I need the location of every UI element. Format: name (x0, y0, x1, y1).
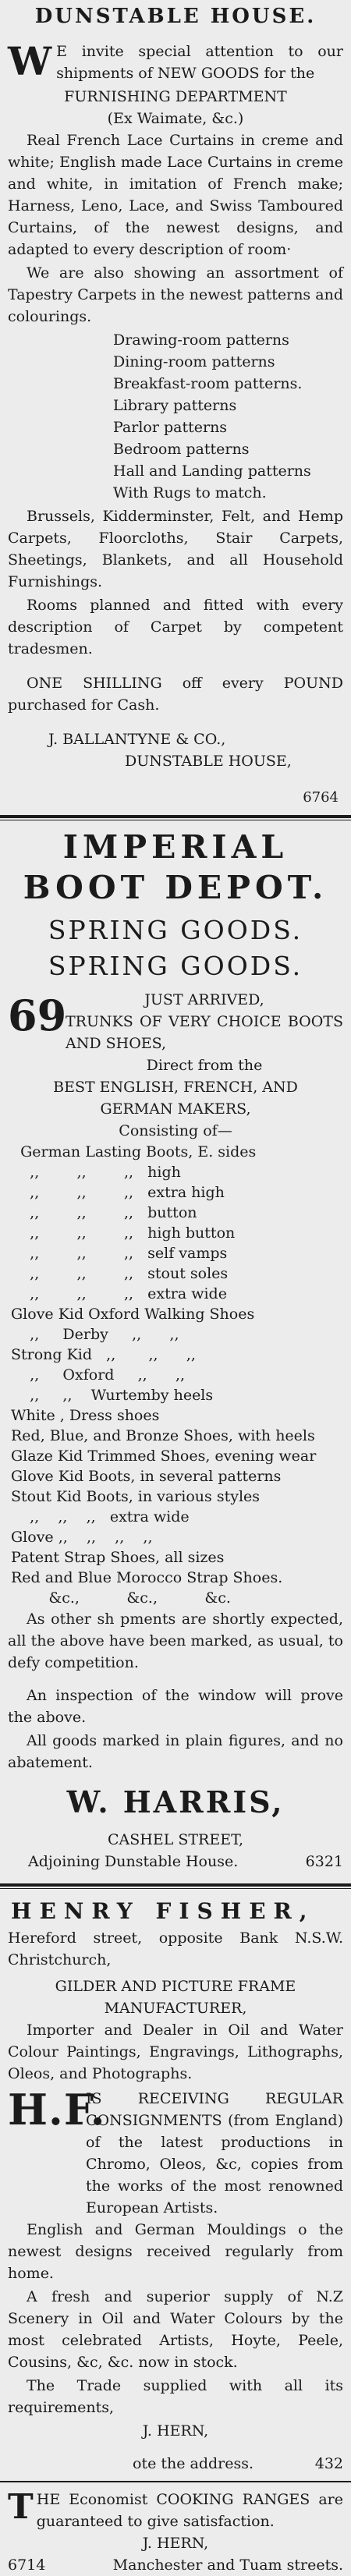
arrival-text (66, 989, 343, 1076)
list-item: Patent Strap Shoes, all sizes (11, 1549, 225, 1566)
inspection-paragraph: An inspection of the window will prove the above. (8, 1687, 343, 1726)
list-item: ,, Derby ,, ,, (11, 1326, 179, 1343)
scenery-paragraph: A fresh and superior supply of N.Z Scenery in Oil and Water Colours by the most celebrated Artists, Hoyte, Peele, Cousins, &c, &c. now in stock. (8, 2288, 343, 2371)
address-note: ote the address. (133, 2455, 254, 2472)
merchant-name: HENRY FISHER, (11, 1898, 315, 1924)
reference-number: 6764 (303, 789, 339, 806)
list-item: Dining-room patterns (113, 353, 275, 370)
consisting-of: Consisting of— (119, 1122, 232, 1139)
henry-fisher-advert (8, 1898, 343, 2475)
cash-discount-paragraph: ONE SHILLING off every POUND purchased for Cash. (8, 675, 343, 714)
furnishings-paragraph: Brussels, Kidderminster, Felt, and Hemp Carpets, Floorcloths, Stair Carpets, Sheetings, Blankets, and all Household Furnishings. (8, 508, 343, 590)
section-divider (0, 815, 351, 820)
pattern-list (113, 329, 343, 504)
list-item: Red and Blue Morocco Strap Shoes. (11, 1569, 283, 1586)
spring-goods-heading: SPRING GOODS. (48, 951, 303, 981)
consignments-block (8, 2085, 343, 2219)
section-divider (0, 1883, 351, 1889)
list-item: Glove Kid Boots, in several patterns (11, 1468, 282, 1485)
list-item: ,, ,, ,, extra wide (11, 1508, 190, 1525)
depot-title-line1: IMPERIAL (62, 828, 289, 866)
list-item: Parlor patterns (113, 419, 228, 436)
list-item: With Rugs to match. (113, 484, 267, 501)
list-item: ,, ,, ,, self vamps (11, 1245, 228, 1262)
list-item: ,, ,, Wurtemby heels (11, 1387, 214, 1404)
mouldings-paragraph: English and German Mouldings o the newest designs received regularly from home. (8, 2221, 343, 2282)
depot-title-line2: BOOT DEPOT. (23, 869, 328, 906)
imperial-boot-depot-advert (8, 827, 343, 1873)
consignments-text: IS RECEIVING REGULAR CONSIGNMENTS (from England) of the latest productions in Chromo, Oleos, &c, copies from the works of the most renowned European Artists. (86, 2090, 343, 2216)
list-item: ,, ,, ,, stout soles (11, 1265, 229, 1282)
list-item: ,, ,, ,, extra high (11, 1184, 225, 1201)
list-item: Breakfast-room patterns. (113, 375, 303, 392)
makers-line2: GERMAN MAKERS, (100, 1100, 251, 1118)
list-item: Library patterns (113, 397, 237, 414)
cooking-text: HE Economist COOKING RANGES are guaranteed to give satisfaction. (36, 2491, 343, 2530)
footer-row (8, 2554, 343, 2576)
curtains-paragraph: Real French Lace Curtains in creme and white; English made Lace Curtains in creme and white, in imitation of French make; Harness, Leno, Lace, and Swiss Tamboured Curtains, of the newest designs, and adapted to every description of room· (8, 132, 343, 258)
trunk-count: 69 (8, 990, 67, 1040)
note-row (8, 2453, 343, 2475)
list-item: Glove Kid Oxford Walking Shoes (11, 1306, 255, 1323)
address-text: Manchester and Tuam streets. (112, 2557, 343, 2574)
adjoining-text: Adjoining Dunstable House. (28, 1853, 239, 1870)
list-item: ,, Oxford ,, ,, (11, 1366, 186, 1384)
trade-line1: GILDER AND PICTURE FRAME (55, 1978, 296, 1995)
reference-number: 6321 (305, 1853, 343, 1870)
newspaper-column (0, 5, 351, 2574)
department-heading: FURNISHING DEPARTMENT (64, 88, 287, 105)
list-item: Red, Blue, and Bronze Shoes, with heels (11, 1427, 315, 1444)
list-item: Strong Kid ,, ,, ,, (11, 1346, 196, 1363)
signature-name: J. HERN, (142, 2422, 209, 2440)
shoe-list (11, 1142, 343, 1608)
list-item: ,, ,, ,, extra wide (11, 1285, 227, 1302)
list-item: ,, ,, ,, high (11, 1164, 181, 1181)
makers-line1: BEST ENGLISH, FRENCH, AND (53, 1079, 298, 1096)
ex-ship-note: (Ex Waimate, &c.) (107, 110, 244, 127)
list-item: ,, ,, ,, button (11, 1204, 197, 1221)
section-divider (0, 2481, 351, 2482)
advert-title: DUNSTABLE HOUSE. (34, 5, 317, 28)
reference-number: 6714 (8, 2557, 46, 2574)
list-item: Stout Kid Boots, in various styles (11, 1488, 261, 1505)
street-name: CASHEL STREET, (107, 1831, 244, 1848)
arrival-block (8, 989, 343, 1076)
signature-name: J. BALLANTYNE & CO., (48, 731, 226, 748)
list-item: ,, ,, ,, high button (11, 1224, 236, 1242)
list-item: Drawing-room patterns (113, 331, 289, 349)
signature-place: DUNSTABLE HOUSE, (125, 753, 292, 770)
list-item: Glaze Kid Trimmed Shoes, evening wear (11, 1447, 317, 1465)
spring-goods-heading: SPRING GOODS. (48, 915, 303, 945)
merchant-name: W. HARRIS, (66, 1784, 285, 1819)
carpets-paragraph: We are also showing an assortment of Tapestry Carpets in the newest patterns and colourings. (8, 264, 343, 325)
address-text: Hereford street, opposite Bank N.S.W. Christchurch, (8, 1929, 343, 1968)
dunstable-house-advert (8, 5, 343, 806)
list-item: Glove ,, ,, ,, ,, (11, 1529, 153, 1546)
drop-cap: W (8, 38, 52, 84)
signature-name: J. HERN, (142, 2535, 209, 2552)
address-row (28, 1851, 343, 1873)
drop-cap: T (8, 2487, 34, 2527)
just-arrived: JUST ARRIVED, (144, 991, 264, 1008)
reference-number: 432 (314, 2455, 343, 2472)
list-item: White , Dress shoes (11, 1407, 160, 1424)
plain-figures-paragraph: All goods marked in plain figures, and no abatement. (8, 1732, 343, 1771)
rooms-paragraph: Rooms planned and fitted with every description of Carpet by competent tradesmen. (8, 597, 343, 657)
trunks-text: TRUNKS OF VERY CHOICE BOOTS AND SHOES, (66, 1013, 343, 1052)
list-item: Hall and Landing patterns (113, 462, 311, 480)
importer-paragraph: Importer and Dealer in Oil and Water Colour Paintings, Engravings, Lithographs, Oleos, and Photographs. (8, 2021, 343, 2082)
intro-text: E invite special attention to our shipments of NEW GOODS for the (56, 43, 343, 82)
trade-line2: MANUFACTURER, (104, 2000, 247, 2017)
list-item: Bedroom patterns (113, 441, 250, 458)
intro-paragraph (8, 38, 343, 84)
direct-text: Direct from the (146, 1057, 263, 1074)
list-item: &c., &c., &c. (11, 1589, 231, 1607)
shipments-paragraph: As other sh pments are shortly expected, all the above have been marked, as usual, to defy competition. (8, 1610, 343, 1671)
list-item: German Lasting Boots, E. sides (11, 1143, 257, 1160)
initials-logo: H.F. (8, 2085, 106, 2135)
trade-paragraph: The Trade supplied with all its requirements, (8, 2377, 343, 2416)
cooking-ranges-advert (8, 2489, 343, 2576)
